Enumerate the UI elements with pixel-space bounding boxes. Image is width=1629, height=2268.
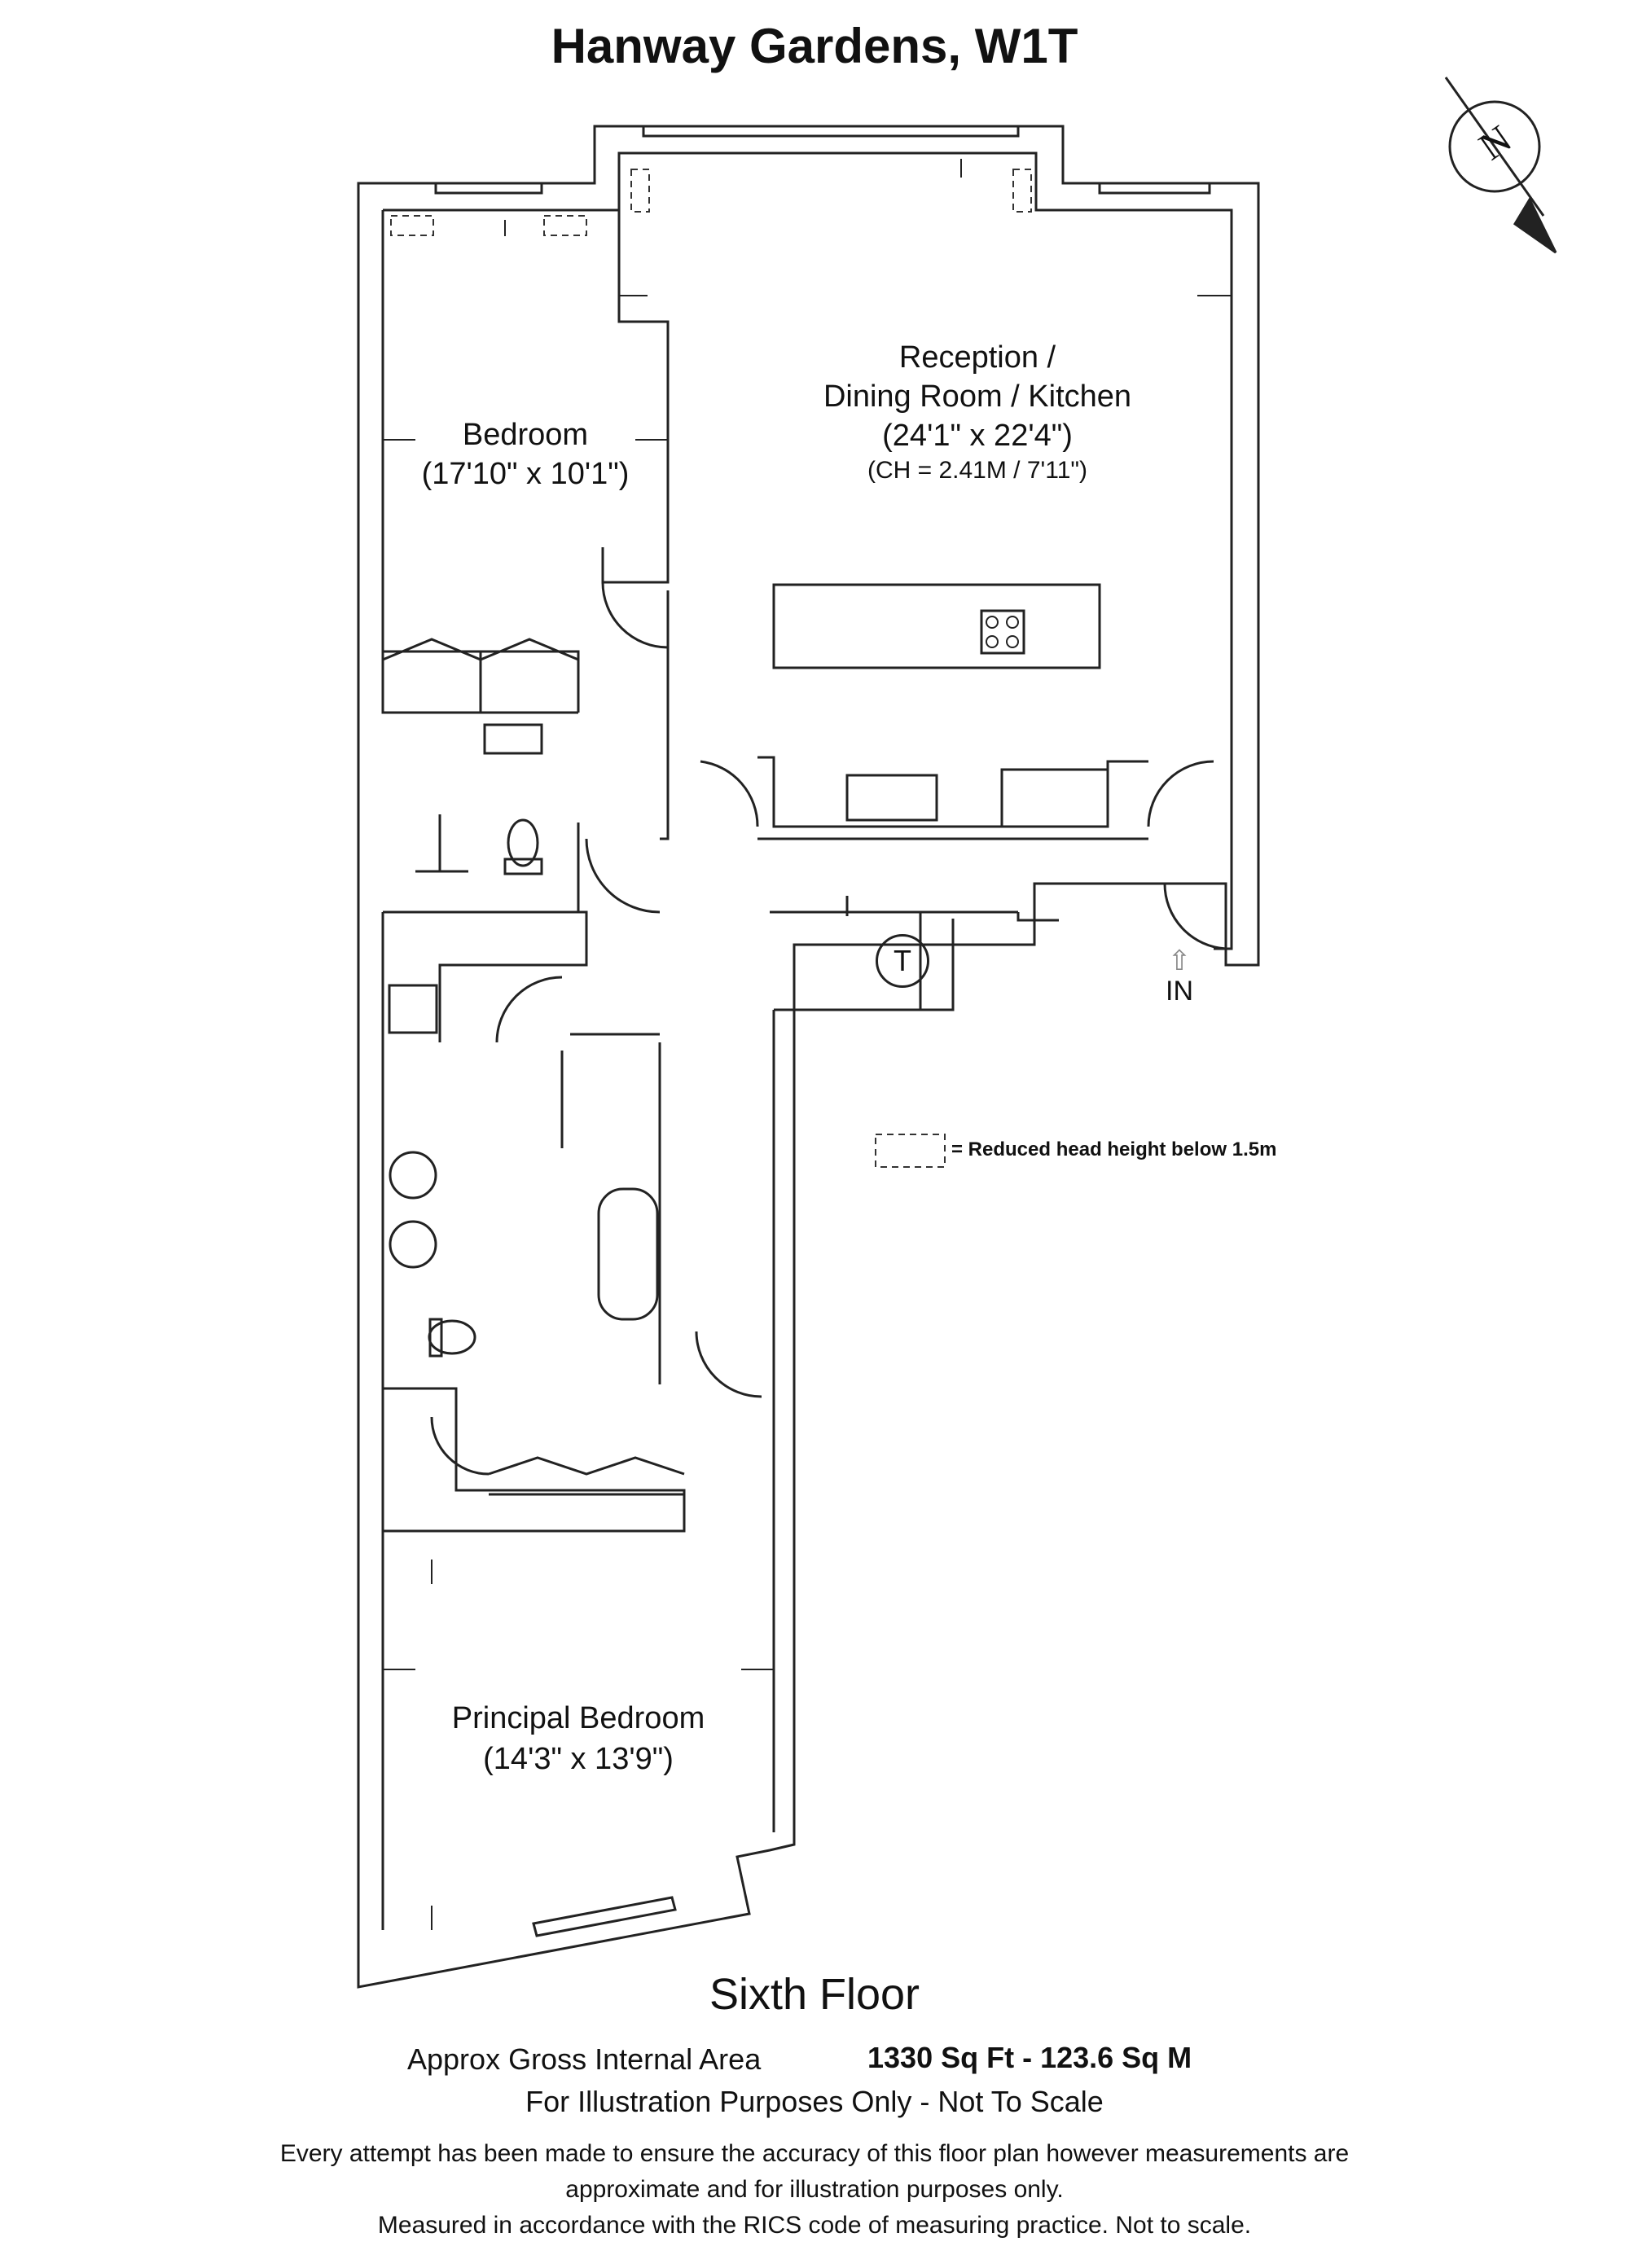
door-arc [1165,884,1226,949]
room-name: Bedroom [462,418,589,452]
reduced-height-zone [544,216,586,235]
door-arc [700,761,757,827]
floor-name: Sixth Floor [709,1970,920,2019]
ceiling-height: (CH = 2.41M / 7'11") [867,457,1088,484]
window [436,183,542,193]
room-name-line1: Reception / [898,340,1056,375]
ensuite-wall [562,1034,660,1384]
bedroom-partition [603,210,668,582]
room-label-principal-bedroom [391,1698,766,1779]
legend-swatch [876,1134,945,1167]
basin [390,1152,436,1198]
room-name: Principal Bedroom [451,1701,705,1735]
plan-title: Hanway Gardens, W1T [551,19,1078,73]
reduced-height-zone [631,169,649,212]
kitchen-island [774,585,1100,668]
wardrobe [489,1458,684,1494]
room-dimensions: (17'10" x 10'1") [421,457,630,491]
room-dimensions: (14'3" x 13'9") [483,1742,674,1776]
compass-letter: N [1471,116,1520,169]
room-dimensions: (24'1" x 22'4") [882,419,1073,453]
basin-unit [485,725,542,753]
wardrobe [383,639,578,713]
toilet [429,1321,475,1353]
area-value: 1330 Sq Ft - 123.6 Sq M [867,2041,1192,2074]
door-arc [586,839,660,912]
illustration-note: For Illustration Purposes Only - Not To Scale [525,2085,1104,2118]
basin [390,1222,436,1267]
door-arc [497,977,562,1042]
central-wall [660,590,668,839]
door-arc [432,1417,489,1474]
window [1100,183,1210,193]
hob [981,611,1024,653]
disclaimer-line3: Measured in accordance with the RICS code of measuring practice. Not to scale. [377,2212,1252,2239]
room-name-line2: Dining Room / Kitchen [823,379,1132,414]
door-arc [696,1331,762,1397]
window [643,126,1018,136]
bath [599,1189,657,1319]
shower [415,814,468,871]
area-label: Approx Gross Internal Area [407,2042,762,2076]
disclaimer-line2: approximate and for illustration purposes only. [565,2176,1064,2203]
sink [847,775,937,820]
door-arc [603,582,668,647]
room-label-reception [766,338,1189,486]
disclaimer-line1: Every attempt has been made to ensure the accuracy of this floor plan however measurements are [279,2140,1350,2167]
worktop-unit [1002,770,1108,827]
entrance-arrow-icon: ⇧ [1167,945,1192,976]
reduced-height-zone [1013,169,1031,212]
reduced-height-zone [391,216,433,235]
door-arc [1148,761,1214,827]
legend-text: = Reduced head height below 1.5m [951,1138,1277,1160]
corridor-wall-left [440,823,586,1042]
room-label-bedroom [383,415,668,494]
window [533,1897,675,1936]
basin-unit [389,985,437,1033]
entrance-label: IN [1166,976,1193,1007]
water-tank-label: T [876,934,929,988]
corridor-wall-right [774,919,953,1832]
